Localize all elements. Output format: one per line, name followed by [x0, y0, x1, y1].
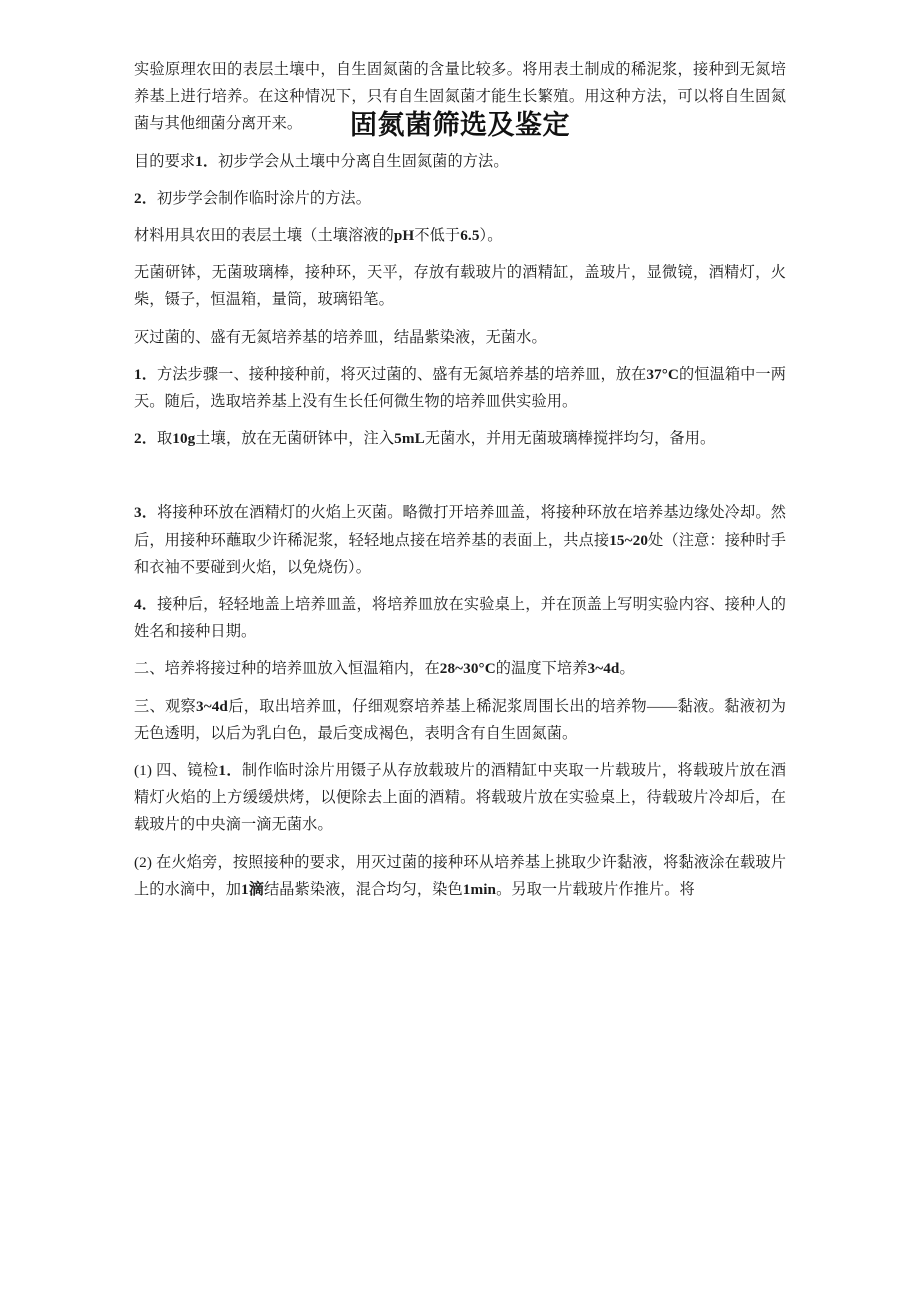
paragraph-microscopy-2: (2) 在火焰旁，按照接种的要求，用灭过菌的接种环从培养基上挑取少许黏液，将黏液涂在载玻片上的水滴中，加1滴结晶紫染液，混合均匀，染色1min。另取一片载玻片作推片。将	[134, 853, 786, 898]
paragraph-materials-media: 灭过菌的、盛有无氮培养基的培养皿，结晶紫染液，无菌水。	[134, 328, 547, 346]
paragraph-step-4: 4．接种后，轻轻地盖上培养皿盖，将培养皿放在实验桌上，并在顶盖上写明实验内容、接种人的姓名和接种日期。	[134, 596, 786, 641]
paragraph-step-3: 3．将接种环放在酒精灯的火焰上灭菌。略微打开培养皿盖，将接种环放在培养基边缘处冷却。然后，用接种环蘸取少许稀泥浆，轻轻地点接在培养基的表面上，共点接15~20处（注意：接种时手和衣袖不要碰到火焰，以免烧伤）。	[134, 504, 786, 576]
paragraph-microscopy-1: (1) 四、镜检1．制作临时涂片用镊子从存放载玻片的酒精缸中夹取一片载玻片，将载玻片放在酒精灯火焰的上方缓缓烘烤，以便除去上面的酒精。将载玻片放在实验桌上，待载玻片冷却后，在载玻片的中央滴一滴无菌水。	[134, 762, 786, 834]
paragraph-step-cultivate: 二、培养将接过种的培养皿放入恒温箱内，在28~30°C的温度下培养3~4d。	[134, 660, 635, 678]
paragraph-step-observe: 三、观察3~4d后，取出培养皿，仔细观察培养基上稀泥浆周围长出的培养物——黏液。黏液初为无色透明，以后为乳白色，最后变成褐色，表明含有自生固氮菌。	[134, 697, 786, 742]
paragraph-blank-1	[134, 462, 786, 489]
paragraph-materials-soil: 材料用具农田的表层土壤（土壤溶液的pH不低于6.5）。	[134, 227, 503, 245]
paragraph-principle: 实验原理农田的表层土壤中，自生固氮菌的含量比较多。将用表土制成的稀泥浆，接种到无氮培养基上进行培养。在这种情况下，只有自生固氮菌才能生长繁殖。用这种方法，可以将自生固氮菌与其他细菌分离开来。	[134, 61, 786, 133]
page-title: 固氮菌筛选及鉴定	[350, 110, 570, 140]
paragraph-step-1: 1．方法步骤一、接种接种前，将灭过菌的、盛有无氮培养基的培养皿，放在37°C的恒温箱中一两天。随后，选取培养基上没有生长任何微生物的培养皿供实验用。	[134, 365, 787, 411]
paragraph-materials-apparatus: 无菌研钵，无菌玻璃棒，接种环，天平，存放有载玻片的酒精缸，盖玻片，显微镜，酒精灯，火柴，镊子，恒温箱，量筒，玻璃铅笔。	[134, 264, 786, 309]
paragraph-objective-2: 2．初步学会制作临时涂片的方法。	[134, 189, 372, 207]
document-body	[134, 0, 786, 903]
paragraph-step-2: 2．取10g土壤，放在无菌研钵中，注入5mL无菌水，并用无菌玻璃棒搅拌均匀，备用。	[134, 430, 716, 448]
paragraph-objective-1: 目的要求1．初步学会从土壤中分离自生固氮菌的方法。	[134, 152, 509, 170]
